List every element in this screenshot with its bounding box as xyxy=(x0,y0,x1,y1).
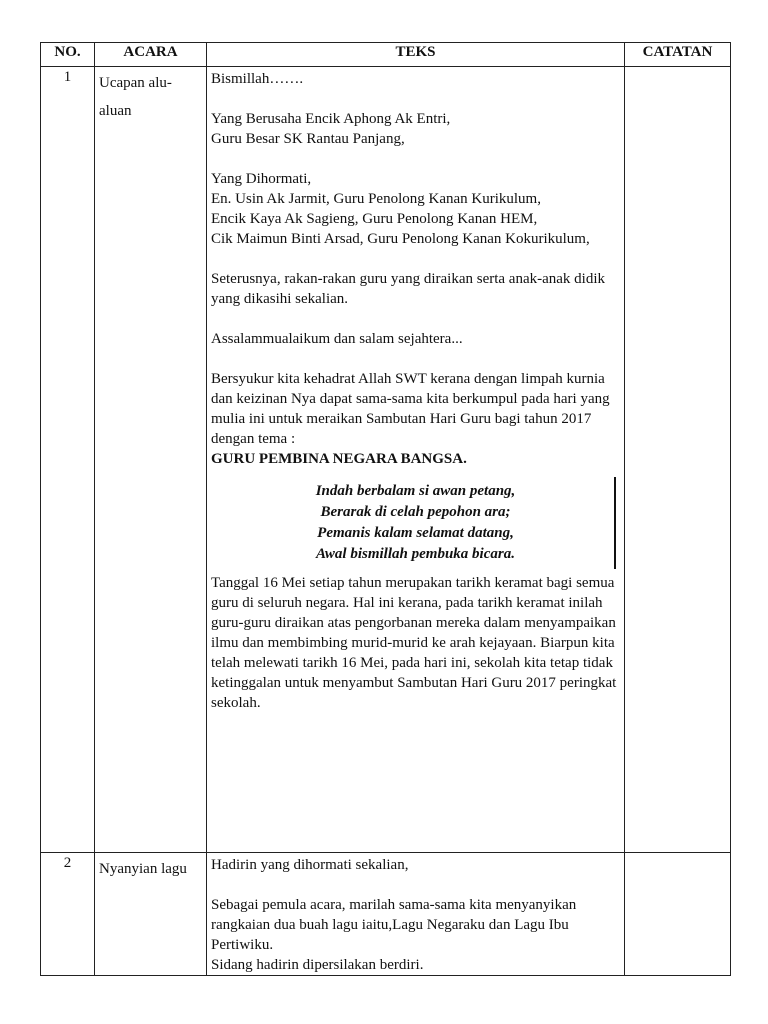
row-teks xyxy=(207,853,625,976)
text-paragraph: Bersyukur kita kehadrat Allah SWT kerana dengan limpah kurnia dan keizinan Nya dapat sama-sama kita berkumpul pada hari yang mulia ini untuk meraikan Sambutan Hari Guru bagi tahun 2017 dengan tema : xyxy=(211,371,610,447)
header-teks: TEKS xyxy=(207,43,625,67)
pantun-line: Awal bismillah pembuka bicara. xyxy=(316,546,515,562)
programme-table xyxy=(40,42,731,976)
row-number: 1 xyxy=(41,67,95,853)
text-paragraph: Bismillah……. xyxy=(211,71,304,87)
row-acara: Ucapan alu-aluan xyxy=(95,67,207,853)
text-paragraph: Assalammualaikum dan salam sejahtera... xyxy=(211,331,463,347)
text-paragraph: Sidang hadirin dipersilakan berdiri. xyxy=(211,957,424,973)
pantun-side-bar xyxy=(614,477,616,569)
pantun-line: Indah berbalam si awan petang, xyxy=(315,483,516,499)
text-paragraph: Tanggal 16 Mei setiap tahun merupakan tarikh keramat bagi semua guru di seluruh negara. Hal ini kerana, pada tarikh keramat inilah guru-guru diraikan atas pengorbanan mereka dalam menyampaikan ilmu dan membimbing murid-murid ke arah kejayaan. Biarpun kita telah melewati tarikh 16 Mei, pada hari ini, sekolah kita tetap tidak ketinggalan untuk menyambut Sambutan Hari Guru 2017 peringkat sekolah. xyxy=(211,575,617,711)
text-line: Yang Dihormati, xyxy=(211,171,312,187)
theme-text: GURU PEMBINA NEGARA BANGSA. xyxy=(211,451,467,467)
text-line: En. Usin Ak Jarmit, Guru Penolong Kanan Kurikulum, xyxy=(211,191,541,207)
text-line: Cik Maimun Binti Arsad, Guru Penolong Kanan Kokurikulum, xyxy=(211,231,590,247)
text-line: Encik Kaya Ak Sagieng, Guru Penolong Kanan HEM, xyxy=(211,211,538,227)
header-acara: ACARA xyxy=(95,43,207,67)
pantun-line: Berarak di celah pepohon ara; xyxy=(320,504,511,520)
row-catatan xyxy=(625,67,731,853)
pantun-line: Pemanis kalam selamat datang, xyxy=(317,525,514,541)
text-line: Yang Berusaha Encik Aphong Ak Entri, xyxy=(211,111,451,127)
row-acara: Nyanyian lagu xyxy=(95,853,207,976)
table-row xyxy=(41,67,731,853)
table-row xyxy=(41,853,731,976)
text-line: Guru Besar SK Rantau Panjang, xyxy=(211,131,405,147)
pantun-verse xyxy=(211,481,620,565)
row-number: 2 xyxy=(41,853,95,976)
text-paragraph: Hadirin yang dihormati sekalian, xyxy=(211,857,409,873)
row-catatan xyxy=(625,853,731,976)
header-catatan: CATATAN xyxy=(625,43,731,67)
row-teks xyxy=(207,67,625,853)
header-no: NO. xyxy=(41,43,95,67)
header-row xyxy=(41,43,731,67)
text-paragraph: Seterusnya, rakan-rakan guru yang diraikan serta anak-anak didik yang dikasihi sekalian. xyxy=(211,271,606,307)
text-paragraph: Sebagai pemula acara, marilah sama-sama kita menyanyikan rangkaian dua buah lagu iaitu,Lagu Negaraku dan Lagu Ibu Pertiwiku. xyxy=(211,897,577,953)
